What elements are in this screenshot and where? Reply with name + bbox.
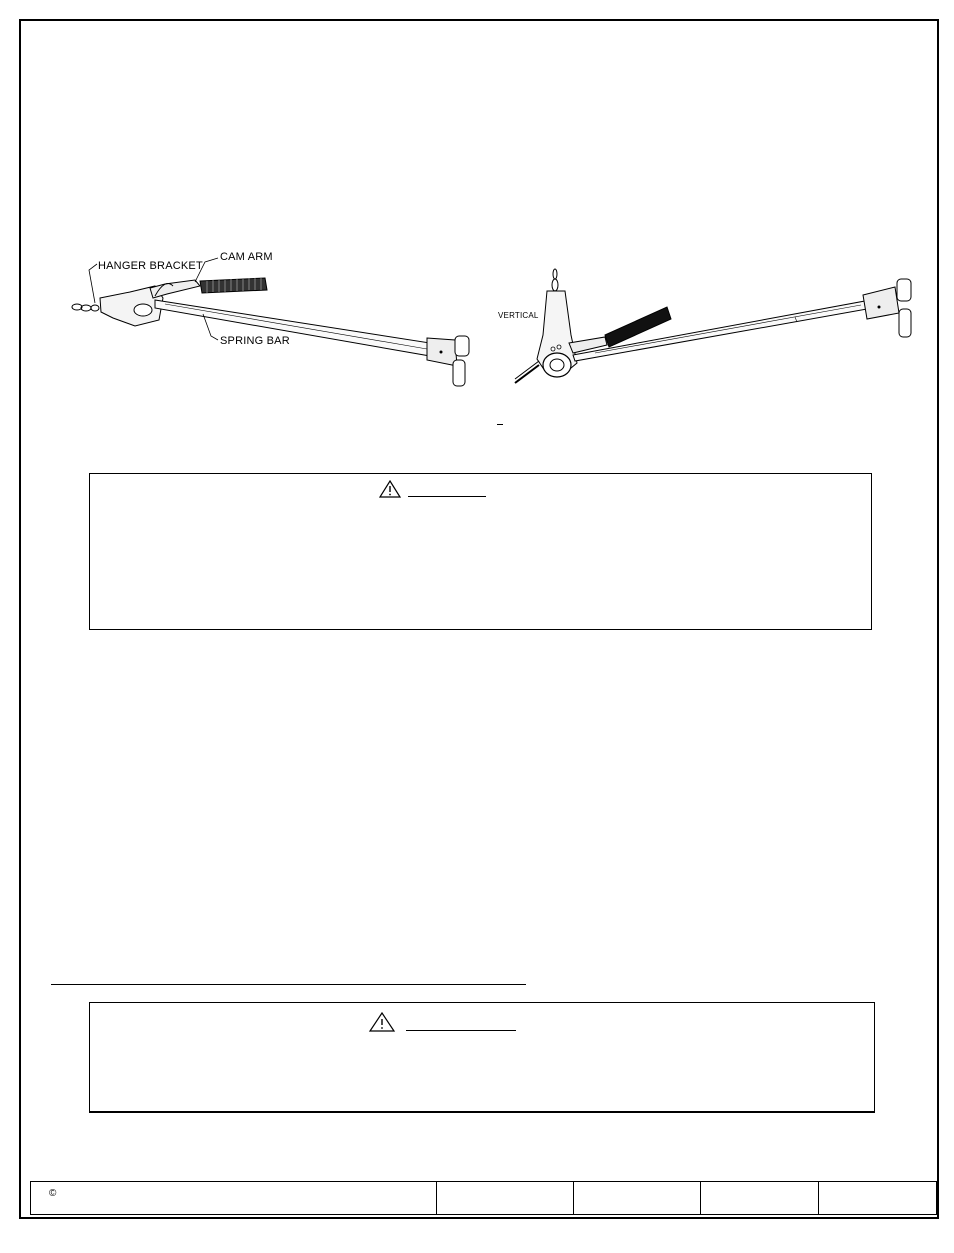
- hanger-bracket-label: HANGER BRACKET: [98, 260, 203, 272]
- warning-box-2: [89, 1002, 875, 1113]
- vertical-orientation-drawing: [495, 265, 925, 390]
- footer-cell-4: [700, 1182, 818, 1214]
- vertical-label: VERTICAL: [498, 311, 539, 320]
- vertical-orientation-figure: [495, 265, 925, 390]
- spring-bar-label: SPRING BAR: [220, 335, 290, 347]
- small-dash-mark: [497, 424, 503, 425]
- warning-triangle-icon: [378, 479, 402, 499]
- section-heading-rule: [51, 984, 526, 985]
- warning-box-2-heading: [368, 1011, 516, 1033]
- footer-cell-5: [818, 1182, 936, 1214]
- warning-triangle-icon: [368, 1011, 396, 1033]
- spring-bar-assembly-figure: [55, 248, 475, 398]
- footer-cell-2: [436, 1182, 573, 1214]
- warning-box-1: [89, 473, 872, 630]
- warning-box-1-heading: [378, 479, 486, 499]
- cam-arm-label: CAM ARM: [220, 251, 273, 263]
- warning-box-2-title-underline: [406, 1014, 516, 1031]
- warning-box-1-title-underline: [408, 482, 486, 497]
- footer-cell-3: [573, 1182, 700, 1214]
- footer-copyright-cell: ©: [49, 1188, 57, 1199]
- footer-title-block: [30, 1181, 937, 1215]
